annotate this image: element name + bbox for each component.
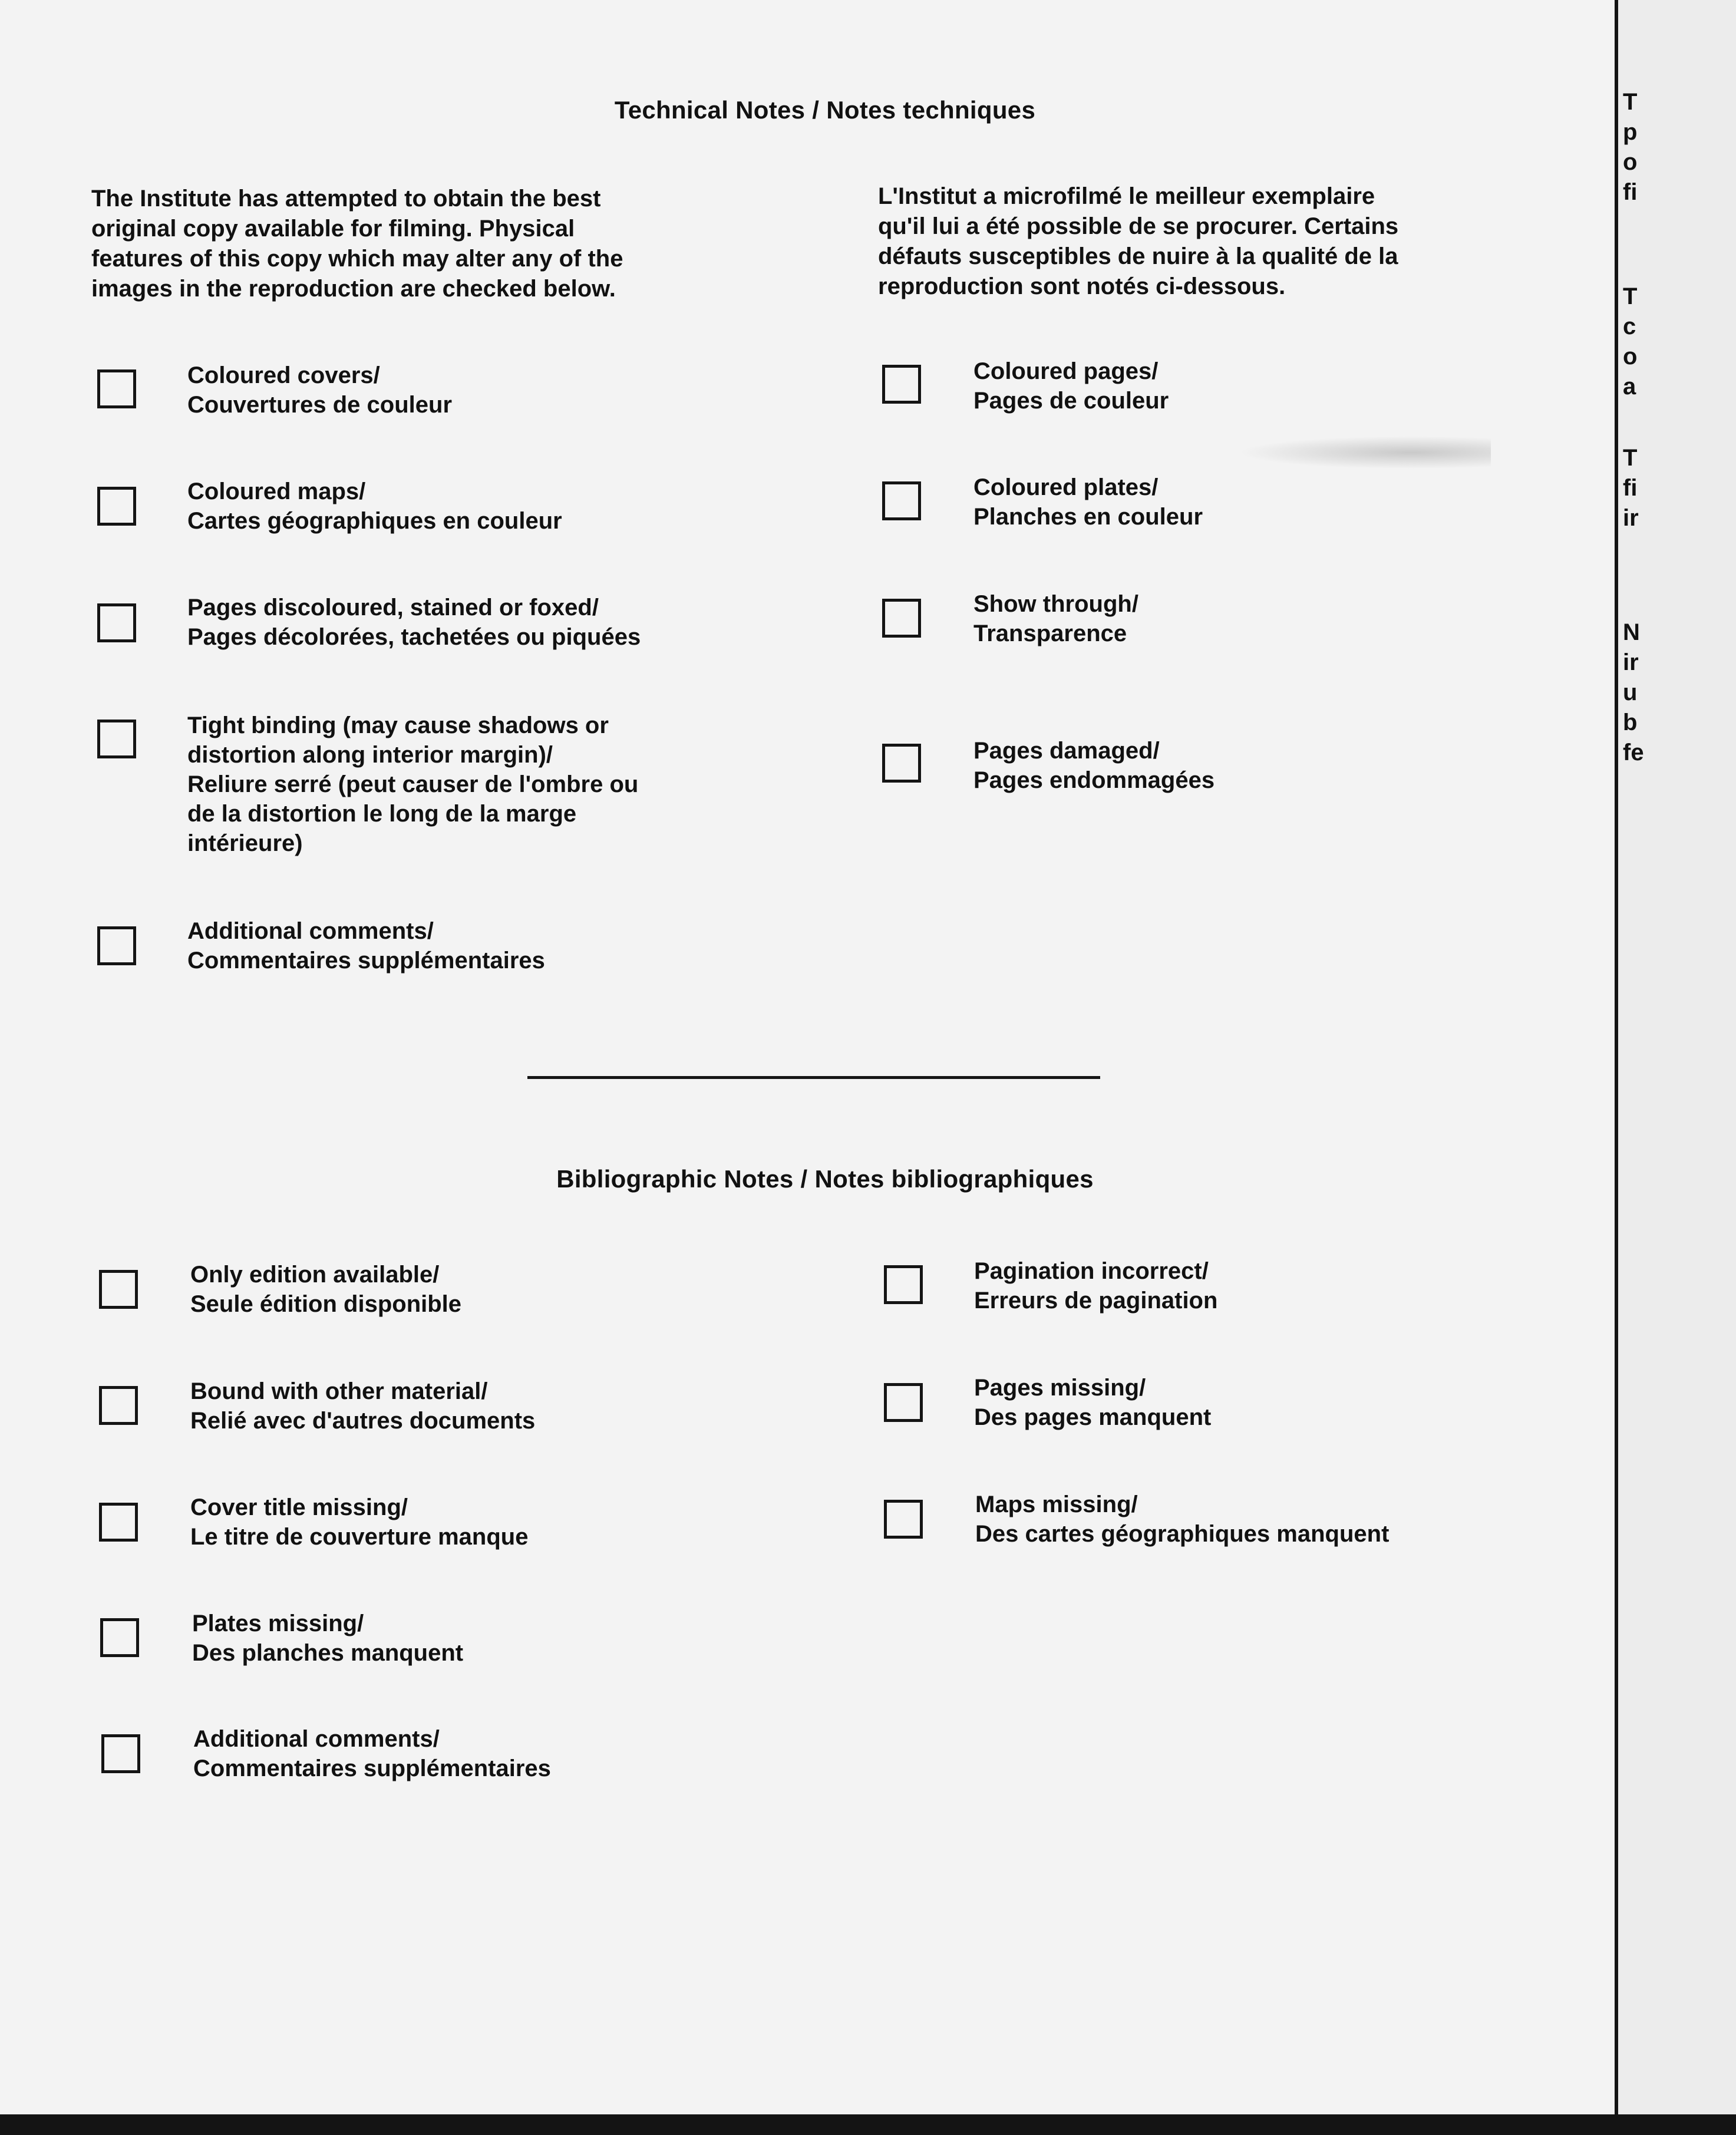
maps-missing-checkbox[interactable] [884, 1500, 923, 1539]
label-line: Pages endommagées [973, 767, 1215, 793]
fragment-line: fi [1623, 475, 1638, 501]
label-line: Couvertures de couleur [187, 392, 453, 418]
coloured-maps-checkbox[interactable] [97, 487, 136, 526]
label-line: Plates missing/ [192, 1611, 364, 1636]
label-line: intérieure) [187, 830, 303, 856]
label-line: Maps missing/ [975, 1491, 1138, 1517]
intro-fr-line: L'Institut a microfilmé le meilleur exemplaire [878, 183, 1375, 209]
fragment-line: T [1623, 445, 1638, 471]
coloured-maps-label [187, 477, 562, 536]
label-line: de la distortion le long de la marge [187, 801, 577, 827]
show-through-checkbox[interactable] [882, 599, 921, 638]
intro-french [878, 182, 1398, 302]
intro-en-line: features of this copy which may alter any of the [91, 246, 623, 272]
fragment-line: c [1623, 314, 1636, 339]
bound-with-other-checkbox[interactable] [99, 1386, 138, 1425]
coloured-covers-checkbox[interactable] [97, 369, 136, 408]
only-edition-label [190, 1260, 461, 1319]
label-line: Le titre de couverture manque [190, 1524, 529, 1550]
label-line: Additional comments/ [187, 918, 434, 944]
coloured-covers-label [187, 361, 452, 420]
margin-fragment-block [1623, 618, 1644, 768]
pages-damaged-checkbox[interactable] [882, 744, 921, 783]
label-line: Des pages manquent [974, 1404, 1212, 1430]
tight-binding-checkbox[interactable] [97, 720, 136, 758]
label-line: Coloured plates/ [973, 474, 1159, 500]
additional-comments-technical-checkbox[interactable] [97, 926, 136, 965]
bottom-edge-bar [0, 2114, 1736, 2135]
fragment-line: b [1623, 710, 1638, 735]
bibliographic-notes-heading: Bibliographic Notes / Notes bibliographiques [556, 1165, 1094, 1193]
label-line: Transparence [973, 621, 1127, 646]
pages-damaged-label [973, 736, 1214, 795]
pages-discoloured-label [187, 593, 641, 652]
fragment-line: ir [1623, 505, 1639, 531]
label-line: Coloured pages/ [973, 358, 1159, 384]
intro-fr-line: reproduction sont notés ci-dessous. [878, 273, 1286, 299]
fragment-line: N [1623, 619, 1640, 645]
intro-en-line: The Institute has attempted to obtain the best [91, 186, 601, 212]
label-line: Pages décolorées, tachetées ou piquées [187, 624, 641, 650]
label-line: Reliure serré (peut causer de l'ombre ou [187, 771, 639, 797]
pagination-incorrect-label [974, 1256, 1217, 1315]
label-line: Show through/ [973, 591, 1138, 617]
coloured-pages-label [973, 357, 1169, 415]
label-line: Planches en couleur [973, 504, 1203, 530]
maps-missing-label [975, 1490, 1389, 1549]
fragment-line: p [1623, 119, 1638, 145]
label-line: Des cartes géographiques manquent [975, 1521, 1390, 1547]
label-line: Pages missing/ [974, 1375, 1146, 1401]
show-through-label [973, 589, 1138, 648]
label-line: Commentaires supplémentaires [187, 948, 545, 974]
additional-comments-bibliographic-label [193, 1724, 551, 1783]
intro-en-line: original copy available for filming. Physical [91, 216, 575, 242]
technical-notes-heading: Technical Notes / Notes techniques [614, 96, 1036, 124]
adjacent-page-strip [1618, 0, 1736, 2114]
margin-fragment-block [1623, 282, 1637, 402]
label-line: Des planches manquent [192, 1640, 464, 1666]
label-line: Cartes géographiques en couleur [187, 508, 562, 534]
label-line: Seule édition disponible [190, 1291, 462, 1317]
fragment-line: o [1623, 344, 1638, 369]
label-line: Only edition available/ [190, 1262, 440, 1288]
coloured-plates-checkbox[interactable] [882, 481, 921, 520]
intro-fr-line: qu'il lui a été possible de se procurer. Certains [878, 213, 1399, 239]
label-line: Bound with other material/ [190, 1378, 488, 1404]
label-line: Pages de couleur [973, 388, 1169, 414]
fragment-line: a [1623, 374, 1636, 400]
section-divider [527, 1076, 1100, 1079]
pages-missing-checkbox[interactable] [884, 1383, 923, 1422]
additional-comments-technical-label [187, 916, 545, 975]
scan-smudge [1226, 435, 1491, 470]
intro-fr-line: défauts susceptibles de nuire à la qualité de la [878, 243, 1398, 269]
additional-comments-bibliographic-checkbox[interactable] [101, 1734, 140, 1773]
label-line: distortion along interior margin)/ [187, 742, 553, 768]
label-line: Commentaires supplémentaires [193, 1755, 551, 1781]
fragment-line: fi [1623, 179, 1638, 205]
label-line: Relié avec d'autres documents [190, 1408, 536, 1434]
fragment-line: T [1623, 89, 1638, 115]
label-line: Pages discoloured, stained or foxed/ [187, 595, 599, 621]
pages-discoloured-checkbox[interactable] [97, 603, 136, 642]
label-line: Pages damaged/ [973, 738, 1160, 764]
margin-fragment-block [1623, 443, 1639, 533]
pagination-incorrect-checkbox[interactable] [884, 1265, 923, 1304]
label-line: Pagination incorrect/ [974, 1258, 1209, 1284]
pages-missing-label [974, 1373, 1211, 1432]
intro-en-line: images in the reproduction are checked below. [91, 276, 616, 302]
only-edition-checkbox[interactable] [99, 1270, 138, 1309]
label-line: Coloured covers/ [187, 362, 380, 388]
fragment-line: ir [1623, 649, 1639, 675]
margin-fragment-block [1623, 87, 1637, 207]
fragment-line: u [1623, 679, 1638, 705]
fragment-line: o [1623, 149, 1638, 175]
cover-title-missing-checkbox[interactable] [99, 1503, 138, 1542]
plates-missing-checkbox[interactable] [100, 1618, 139, 1657]
label-line: Cover title missing/ [190, 1494, 408, 1520]
label-line: Erreurs de pagination [974, 1288, 1218, 1314]
fragment-line: fe [1623, 740, 1644, 765]
cover-title-missing-label [190, 1493, 528, 1552]
fragment-line: T [1623, 283, 1638, 309]
label-line: Coloured maps/ [187, 479, 366, 504]
intro-english [91, 184, 623, 304]
label-line: Tight binding (may cause shadows or [187, 712, 609, 738]
label-line: Additional comments/ [193, 1726, 440, 1752]
plates-missing-label [192, 1609, 463, 1668]
tight-binding-label [187, 711, 638, 858]
coloured-pages-checkbox[interactable] [882, 365, 921, 404]
bound-with-other-label [190, 1377, 535, 1436]
coloured-plates-label [973, 473, 1203, 532]
